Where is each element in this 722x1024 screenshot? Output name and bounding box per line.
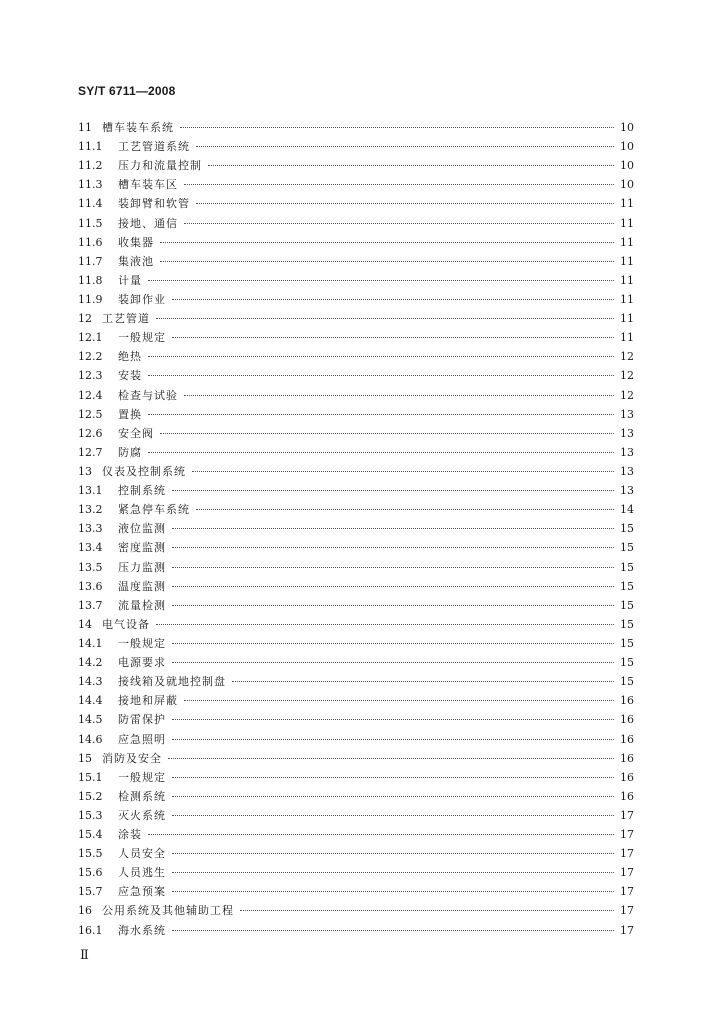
toc-entry-number: 12	[78, 312, 92, 326]
toc-entry-title: 工艺管道系统	[118, 140, 190, 154]
toc-entry-number: 11.8	[78, 273, 103, 287]
toc-entry-title: 控制系统	[118, 484, 166, 498]
dot-leader	[160, 261, 614, 262]
toc-entry-page: 15	[620, 598, 634, 612]
dot-leader	[172, 490, 614, 491]
toc-entry-page: 17	[620, 904, 634, 918]
toc-entry[interactable]	[78, 558, 634, 577]
toc-entry-title: 接线箱及就地控制盘	[118, 675, 226, 689]
toc-entry-number: 12.1	[78, 331, 103, 345]
toc-entry-page: 17	[620, 847, 634, 861]
toc-entry-page: 13	[620, 407, 634, 421]
toc-entry-number: 14.3	[78, 675, 103, 689]
toc-entry-number: 11	[78, 121, 92, 134]
dot-leader	[172, 853, 614, 854]
toc-entry-number: 12.7	[78, 445, 103, 459]
toc-entry[interactable]	[78, 405, 634, 424]
dot-leader	[160, 433, 614, 434]
dot-leader	[180, 127, 614, 128]
dot-leader	[172, 891, 614, 892]
toc-entry[interactable]	[78, 233, 634, 252]
document-code: SY/T 6711—2008	[78, 84, 176, 98]
toc-entry-number: 11.7	[78, 254, 103, 268]
toc-entry-title: 温度监测	[118, 579, 166, 593]
toc-entry-page: 17	[620, 923, 634, 937]
dot-leader	[172, 337, 614, 338]
toc-entry-number: 11.2	[78, 159, 103, 173]
toc-entry[interactable]	[78, 252, 634, 271]
dot-leader	[156, 624, 614, 625]
page-number: Ⅱ	[80, 948, 89, 963]
dot-leader	[172, 662, 614, 663]
toc-entry[interactable]	[78, 137, 634, 156]
toc-entry-page: 17	[620, 866, 634, 880]
toc-entry-title: 涂装	[118, 828, 142, 842]
toc-entry[interactable]	[78, 577, 634, 596]
toc-entry-title: 电源要求	[118, 656, 166, 670]
toc-entry-page: 17	[620, 885, 634, 899]
toc-entry-number: 11.9	[78, 292, 103, 306]
toc-entry[interactable]	[78, 194, 634, 213]
toc-entry[interactable]	[78, 366, 634, 385]
toc-entry-page: 10	[620, 159, 634, 173]
toc-entry[interactable]	[78, 653, 634, 672]
toc-entry-title: 防腐	[118, 445, 142, 459]
dot-leader	[168, 758, 614, 759]
toc-entry-page: 11	[620, 254, 634, 268]
dot-leader	[192, 471, 614, 472]
dot-leader	[172, 643, 614, 644]
toc-entry[interactable]	[78, 271, 634, 290]
toc-entry-page: 12	[620, 350, 634, 364]
toc-entry-number: 15.7	[78, 885, 103, 899]
toc-entry-page: 15	[620, 541, 634, 555]
toc-entry-page: 11	[620, 331, 634, 345]
toc-entry-number: 11.4	[78, 197, 103, 211]
toc-entry[interactable]	[78, 290, 634, 309]
toc-entry-title: 绝热	[118, 350, 142, 364]
toc-entry-title: 安装	[118, 369, 142, 383]
toc-entry-title: 应急照明	[118, 732, 166, 746]
toc-entry-title: 检查与试验	[118, 388, 178, 402]
toc-entry-number: 12.4	[78, 388, 103, 402]
toc-entry-page: 17	[620, 828, 634, 842]
toc-entry-title: 密度监测	[118, 541, 166, 555]
toc-entry[interactable]	[78, 844, 634, 863]
toc-entry-number: 15.2	[78, 789, 103, 803]
dot-leader	[148, 356, 614, 357]
toc-entry[interactable]	[78, 691, 634, 710]
toc-entry-page: 11	[620, 292, 634, 306]
toc-entry-title: 人员逃生	[118, 866, 166, 880]
toc-entry-title: 灭火系统	[118, 808, 166, 822]
toc-entry-title: 海水系统	[118, 923, 166, 937]
toc-entry[interactable]	[78, 118, 634, 137]
toc-entry-title: 公用系统及其他辅助工程	[102, 904, 234, 918]
toc-entry-title: 装卸作业	[118, 292, 166, 306]
toc-entry[interactable]	[78, 500, 634, 519]
toc-entry-page: 15	[620, 675, 634, 689]
toc-entry-page: 16	[620, 751, 634, 765]
dot-leader	[208, 165, 614, 166]
dot-leader	[172, 719, 614, 720]
table-of-contents	[78, 118, 634, 940]
dot-leader	[148, 280, 614, 281]
toc-entry-title: 压力和流量控制	[118, 159, 202, 173]
toc-entry-title: 应急预案	[118, 885, 166, 899]
dot-leader	[184, 184, 614, 185]
dot-leader	[172, 777, 614, 778]
dot-leader	[184, 395, 614, 396]
toc-entry-title: 紧急停车系统	[118, 503, 190, 517]
toc-entry-number: 13.4	[78, 541, 103, 555]
toc-entry[interactable]	[78, 347, 634, 366]
toc-entry[interactable]	[78, 424, 634, 443]
toc-entry[interactable]	[78, 921, 634, 940]
toc-entry-number: 15.1	[78, 770, 103, 784]
toc-entry-number: 12.2	[78, 350, 103, 364]
toc-entry[interactable]	[78, 749, 634, 768]
toc-entry-number: 14.4	[78, 694, 103, 708]
dot-leader	[148, 375, 614, 376]
dot-leader	[172, 586, 614, 587]
toc-entry-number: 11.5	[78, 216, 103, 230]
toc-entry[interactable]	[78, 328, 634, 347]
toc-entry-title: 接地和屏蔽	[118, 694, 178, 708]
toc-entry-title: 检测系统	[118, 789, 166, 803]
toc-entry[interactable]	[78, 882, 634, 901]
toc-entry[interactable]	[78, 615, 634, 634]
toc-entry-number: 15.6	[78, 866, 103, 880]
toc-entry-page: 10	[620, 140, 634, 154]
toc-entry-page: 16	[620, 789, 634, 803]
toc-entry-title: 安全阀	[118, 426, 154, 440]
dot-leader	[240, 910, 614, 911]
dot-leader	[196, 203, 614, 204]
toc-entry-title: 置换	[118, 407, 142, 421]
toc-entry[interactable]	[78, 309, 634, 328]
toc-entry-title: 槽车装车区	[118, 178, 178, 192]
toc-entry-number: 13.5	[78, 560, 103, 574]
toc-entry-title: 流量检测	[118, 598, 166, 612]
toc-entry-page: 15	[620, 522, 634, 536]
toc-entry-number: 15	[78, 751, 92, 765]
toc-entry-page: 15	[620, 636, 634, 650]
toc-entry-page: 15	[620, 560, 634, 574]
dot-leader	[196, 146, 614, 147]
dot-leader	[172, 796, 614, 797]
toc-entry[interactable]	[78, 156, 634, 175]
toc-entry-page: 17	[620, 808, 634, 822]
toc-entry-number: 14	[78, 617, 92, 631]
dot-leader	[172, 547, 614, 548]
toc-entry-page: 15	[620, 617, 634, 631]
toc-entry[interactable]	[78, 787, 634, 806]
toc-entry-page: 16	[620, 713, 634, 727]
toc-entry-page: 13	[620, 484, 634, 498]
toc-entry[interactable]	[78, 214, 634, 233]
toc-entry[interactable]	[78, 386, 634, 405]
toc-entry-page: 12	[620, 388, 634, 402]
toc-entry-page: 13	[620, 464, 634, 478]
toc-entry-page: 16	[620, 770, 634, 784]
toc-entry-page: 11	[620, 312, 634, 326]
toc-entry-number: 13	[78, 464, 92, 478]
dot-leader	[196, 509, 614, 510]
dot-leader	[172, 930, 614, 931]
toc-entry-page: 16	[620, 694, 634, 708]
toc-entry-number: 16.1	[78, 923, 103, 937]
toc-entry-title: 防雷保护	[118, 713, 166, 727]
toc-entry[interactable]	[78, 538, 634, 557]
toc-entry-page: 11	[620, 273, 634, 287]
dot-leader	[172, 528, 614, 529]
toc-entry-title: 电气设备	[102, 617, 150, 631]
dot-leader	[148, 452, 614, 453]
toc-entry[interactable]	[78, 710, 634, 729]
toc-entry-number: 11.1	[78, 140, 103, 154]
toc-entry-number: 12.3	[78, 369, 103, 383]
toc-entry-title: 液位监测	[118, 522, 166, 536]
toc-entry-title: 一般规定	[118, 636, 166, 650]
toc-entry-page: 11	[620, 235, 634, 249]
toc-entry-number: 13.6	[78, 579, 103, 593]
toc-entry-title: 槽车装车系统	[102, 121, 174, 134]
dot-leader	[148, 414, 614, 415]
toc-entry-number: 16	[78, 904, 92, 918]
dot-leader	[160, 242, 614, 243]
toc-entry[interactable]	[78, 672, 634, 691]
dot-leader	[172, 872, 614, 873]
toc-entry-page: 11	[620, 197, 634, 211]
toc-entry-page: 13	[620, 445, 634, 459]
toc-entry-page: 16	[620, 732, 634, 746]
dot-leader	[172, 739, 614, 740]
toc-entry-number: 14.5	[78, 713, 103, 727]
toc-entry-title: 人员安全	[118, 847, 166, 861]
toc-entry-page: 10	[620, 178, 634, 192]
toc-entry-number: 12.5	[78, 407, 103, 421]
toc-entry[interactable]	[78, 443, 634, 462]
toc-entry-number: 15.3	[78, 808, 103, 822]
toc-entry[interactable]	[78, 596, 634, 615]
dot-leader	[232, 681, 614, 682]
toc-entry-page: 11	[620, 216, 634, 230]
toc-entry-number: 13.3	[78, 522, 103, 536]
toc-entry-number: 15.5	[78, 847, 103, 861]
toc-entry[interactable]	[78, 768, 634, 787]
toc-entry-page: 15	[620, 579, 634, 593]
toc-entry-title: 装卸臂和软管	[118, 197, 190, 211]
toc-entry-number: 13.2	[78, 503, 103, 517]
toc-entry-number: 12.6	[78, 426, 103, 440]
toc-entry-number: 14.6	[78, 732, 103, 746]
toc-entry[interactable]	[78, 863, 634, 882]
toc-entry-number: 14.2	[78, 656, 103, 670]
toc-entry-number: 15.4	[78, 828, 103, 842]
toc-entry-number: 14.1	[78, 636, 103, 650]
dot-leader	[172, 605, 614, 606]
toc-entry[interactable]	[78, 175, 634, 194]
dot-leader	[148, 834, 614, 835]
toc-entry-title: 压力监测	[118, 560, 166, 574]
toc-entry-number: 11.3	[78, 178, 103, 192]
toc-entry-title: 一般规定	[118, 331, 166, 345]
toc-entry-title: 仪表及控制系统	[102, 464, 186, 478]
toc-entry-title: 消防及安全	[102, 751, 162, 765]
toc-entry[interactable]	[78, 825, 634, 844]
dot-leader	[172, 299, 614, 300]
toc-entry-title: 收集器	[118, 235, 154, 249]
toc-entry-title: 接地、通信	[118, 216, 178, 230]
toc-entry-number: 13.1	[78, 484, 103, 498]
toc-entry-title: 工艺管道	[102, 312, 150, 326]
dot-leader	[156, 318, 614, 319]
toc-entry[interactable]	[78, 481, 634, 500]
toc-entry[interactable]	[78, 730, 634, 749]
dot-leader	[172, 567, 614, 568]
dot-leader	[184, 223, 614, 224]
toc-entry-title: 集液池	[118, 254, 154, 268]
toc-entry-page: 15	[620, 656, 634, 670]
toc-entry[interactable]	[78, 462, 634, 481]
toc-entry-page: 10	[620, 121, 634, 134]
toc-entry-number: 11.6	[78, 235, 103, 249]
toc-entry[interactable]	[78, 806, 634, 825]
toc-entry[interactable]	[78, 901, 634, 920]
toc-entry-page: 13	[620, 426, 634, 440]
toc-entry-page: 14	[620, 503, 634, 517]
toc-entry-title: 计量	[118, 273, 142, 287]
dot-leader	[172, 815, 614, 816]
toc-entry[interactable]	[78, 519, 634, 538]
toc-entry-page: 12	[620, 369, 634, 383]
dot-leader	[184, 700, 614, 701]
toc-entry[interactable]	[78, 634, 634, 653]
toc-entry-title: 一般规定	[118, 770, 166, 784]
toc-entry-number: 13.7	[78, 598, 103, 612]
